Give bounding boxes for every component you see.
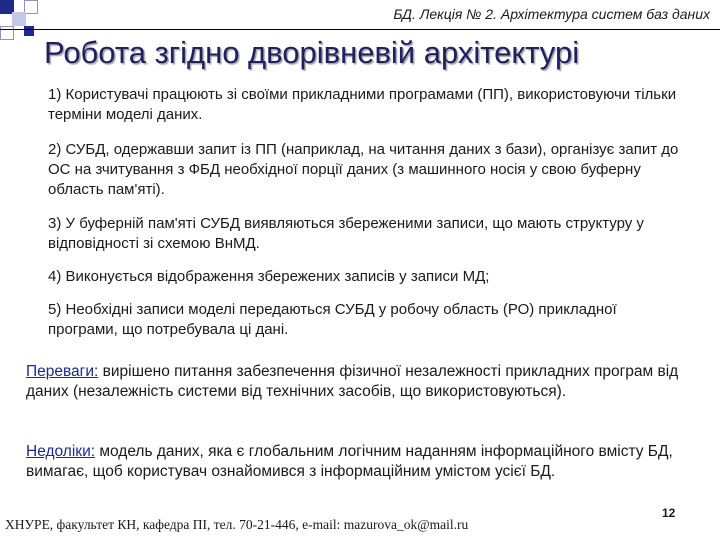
slide-title: Робота згідно дворівневій архітектурі [44,35,580,70]
advantages-paragraph [26,362,696,402]
footer-contact: ХНУРЕ, факультет КН, кафедра ПІ, тел. 70-21-446, e-mail: mazurova_ok@mail.ru [5,517,469,532]
step-5: 5) Необхідні записи моделі передаються СУБД у робочу область (РО) прикладної програми, що потребувала ці дані. [48,301,617,338]
step-3: 3) У буферній пам'яті СУБД виявляються збереженими записи, що мають структуру у відповідності зі схемою ВнМД. [48,215,644,252]
step-2: 2) СУБД, одержавши запит із ПП (наприклад, на читання даних з бази), організує запит до ОС на зчитування з ФБД необхідної порції даних (з машинного носія у свою буферну область пам'яті). [48,141,679,198]
drawbacks-paragraph [26,442,696,482]
header-rule [0,29,720,30]
decor-square [24,26,34,36]
drawbacks-term: Недоліки: [26,443,96,460]
advantages-term: Переваги: [26,363,99,380]
decor-square [24,0,38,14]
step-4: 4) Виконується відображення збережених записів у записи МД; [48,268,490,285]
step-1: 1) Користувачі працюють зі своїми прикладними програмами (ПП), використовуючи тільки терміни моделі даних. [48,86,677,123]
drawbacks-text: модель даних, яка є глобальним логічним наданням інформаційного вмісту БД, вимагає, щоб користувач ознайомився з інформаційним умістом усієї БД. [26,443,673,480]
advantages-text: вирішено питання забезпечення фізичної незалежності прикладних програм від даних (незалежність системи від технічних засобів, що використовуються). [26,363,679,400]
decor-square [12,12,26,26]
page-number: 12 [662,506,676,520]
lecture-header: БД. Лекція № 2. Архітектура систем баз даних [393,6,710,22]
